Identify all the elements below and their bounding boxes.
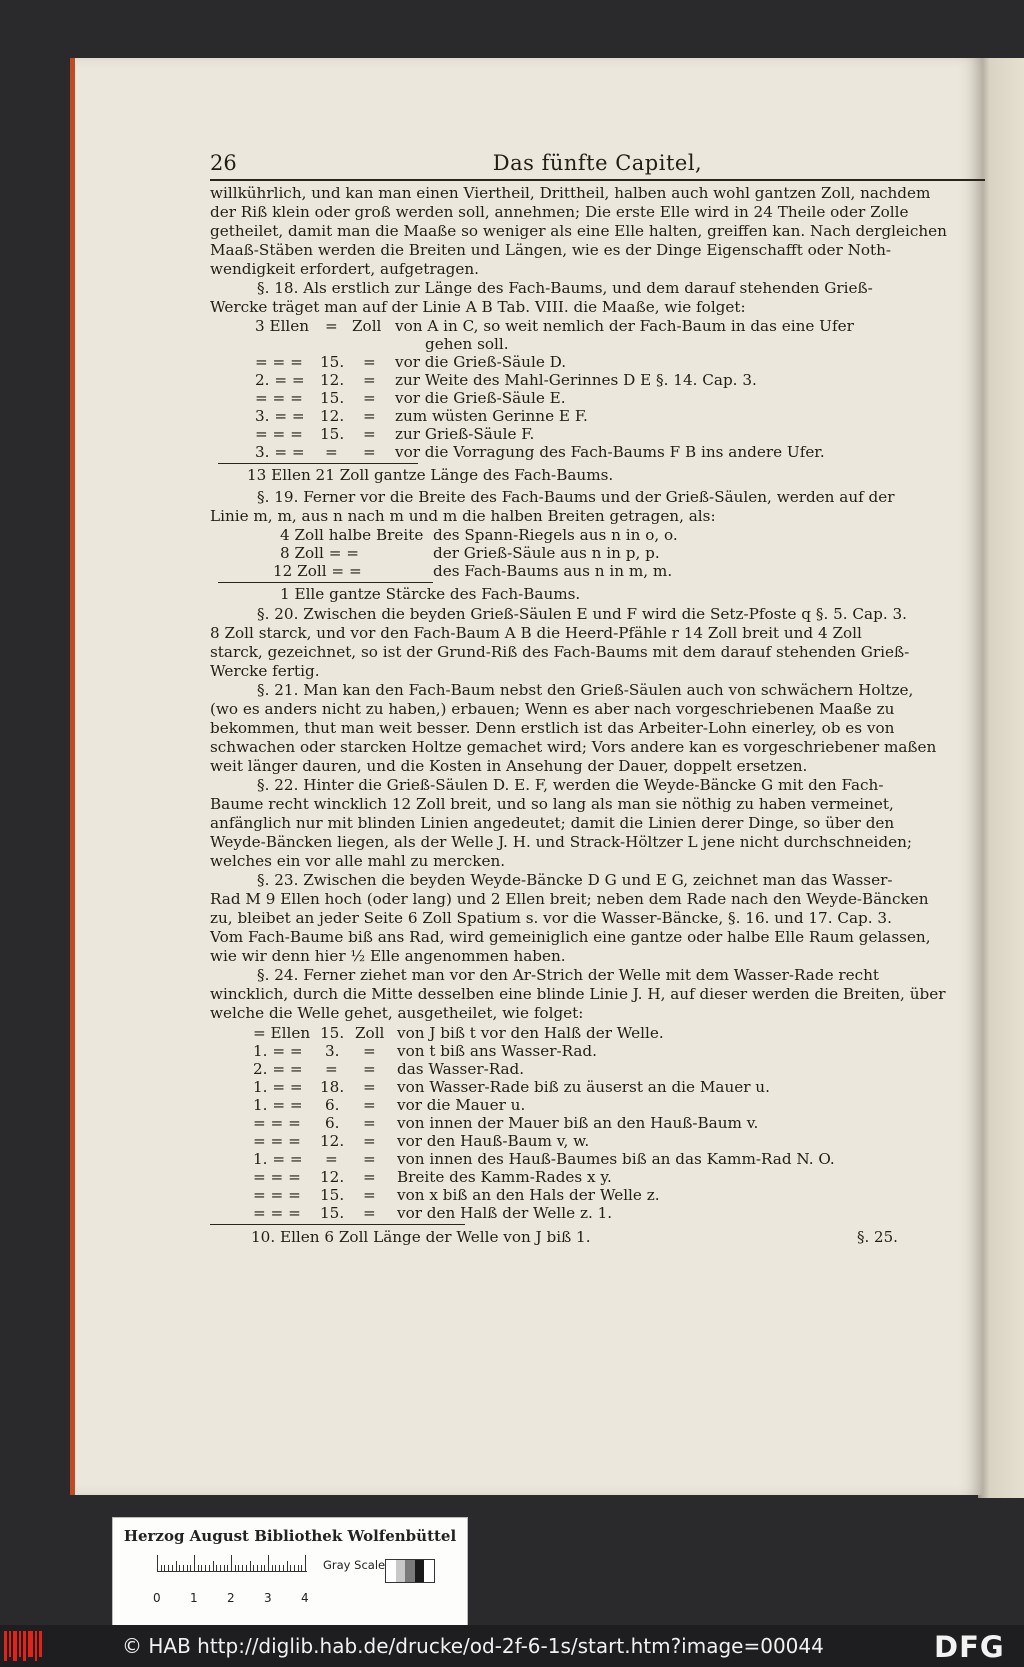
text-line: Weyde-Bäncken liegen, als der Welle J. H. und Strack-Höltzer L jene nicht durchschneiden; <box>210 833 912 851</box>
ruler-tick <box>209 1565 210 1571</box>
ruler-label: 4 <box>301 1591 309 1605</box>
text-line: Wercke träget man auf der Linie A B Tab. VIII. die Maaße, wie folget: <box>210 298 746 316</box>
book-page: 26 Das fünfte Capitel, willkührlich, und kan man einen Viertheil, Drittheil, halben auch wohl gantzen Zoll, nachdem der Riß klein oder groß werden soll, annehmen; Die erste Elle wird in 24 Theile oder Zolle getheilet, damit man die Maaße so weniger als eine Elle halten, greiffen kan. Nach dergleichen Maaß-Stäben werden die Breiten und Längen, wie es der Dinge Eigenschafft oder Noth- wendigkeit erfordert, aufgetragen. §. 18. Als erstlich zur Länge des Fach-Baums, und dem darauf stehenden Grieß- Wercke träget man auf der Linie A B Tab. VIII. die Maaße, wie folget: 3 Ellen = Zoll von A in C, so weit nemlich der Fach-Baum in das eine Ufer gehen soll. = = = 15. = vor die Grieß-Säule D. 2. = = 12. = zur Weite des Mahl-Gerinnes D E §. 14. Cap. 3. = = = 15. = vor die Grieß-Säule E. 3. = = 12. = zum wüsten Gerinne E F. = = = 15. = zur Grieß-Säule F. 3. = = = = vor die Vorragung des Fach-Baums F B ins andere Ufer. 13 Ellen 21 Zoll gantze Länge des Fach-Baums. §. 19. Ferner vor die Breite des Fach-Baums und der Grieß-Säulen, werden auf der Linie m, m, aus n nach m und m die halben Breiten getragen, als: 4 Zoll halbe Breite des Spann-Riegels aus n in o, o. 8 Zoll = = der Grieß-Säule aus n in p, p. 12 Zoll = = des Fach-Baums aus n in m, m. 1 Elle gantze Stärcke des Fach-Baums. §. 20. Zwischen die beyden Grieß-Säulen E und F wird die Setz-Pfoste q §. 5. Cap. 3. 8 Zoll starck, und vor den Fach-Baum A B die Heerd-Pfähle r 14 Zoll breit und 4 Zoll starck, gezeichnet, so ist der Grund-Riß des Fach-Baums mit dem darauf stehenden Grieß- Wercke fertig. §. 21. Man kan den Fach-Baum nebst den Grieß-Säulen auch von schwächern Holtze, (wo es anders nicht zu haben,) erbauen; Wenn es aber nach vorgeschriebenen Maaße zu bekommen, thut man weit besser. Denn erstlich ist das Arbeiter-Lohn einerley, ob es von schwachen oder starcken Holtze gemachet wird; Vors andere kan es vorgeschriebener maßen weit länger dauren, und die Kosten in Ansehung der Dauer, doppelt ersetzen. §. 22. Hinter die Grieß-Säulen D. E. F, werden die Weyde-Bäncke G mit den Fach- Baume recht wincklich 12 Zoll breit, und so lang als man sie nöthig zu haben vermeinet, anfänglich nur mit blinden Linien angedeutet; damit die Linien derer Dinge, so über den Weyde-Bäncken liegen, als der Welle J. H. und Strack-Höltzer L jene nicht durchschneiden; welches ein vor alle mahl zu mercken. §. 23. Zwischen die beyden Weyde-Bäncke D G und E G, zeichnet man das Wasser- Rad M 9 Ellen hoch (oder lang) und 2 Ellen breit; neben dem Rade nach den Weyde-Bäncken zu, bleibet an jeder Seite 6 Zoll Spatium s. vor die Wasser-Bäncke, §. 16. und 17. Cap. 3. Vom Fach-Baume biß ans Rad, wird gemeiniglich eine gantze oder halbe Elle Raum gelassen, wie wir denn hier ½ Elle angenommen haben. §. 24. Ferner ziehet man vor den Ar-Strich der Welle mit dem Wasser-Rade recht wincklich, durch die Mitte desselben eine blinde Linie J. H, auf dieser werden die Breiten, über welche die Welle gehet, ausgetheilet, wie folget: = Ellen 15. Zoll von J biß t vor den Halß der Welle. 1. = = 3. = von t biß ans Wasser-Rad. 2. = = = = das Wasser-Rad. 1. = = 18. = von Wasser-Rade biß zu äuserst an die Mauer u. 1. = = 6. = vor die Mauer u. = = = 6. = von innen der Mauer biß an den Hauß-Baum v. = = = 12. = vor den Hauß-Baum v, w. 1. = = = = von innen des Hauß-Baumes biß an das Kamm-Rad N. O. = = = 12. = Breite des Kamm-Rades x y. = = = 15. = von x biß an den Hals der Welle z. = = = 15. = vor den Halß der Welle z. 1. 10. Ellen 6 Zoll Länge der Welle von J biß 1. §. 25. <box>70 58 983 1495</box>
text-line: §. 20. Zwischen die beyden Grieß-Säulen E und F wird die Setz-Pfoste q §. 5. Cap. 3. <box>257 605 907 623</box>
adjacent-page-edge <box>978 58 1024 1498</box>
ruler-label: 2 <box>227 1591 235 1605</box>
ruler-tick <box>250 1561 251 1571</box>
ruler-tick <box>194 1555 195 1571</box>
text-line: welches ein vor alle mahl zu mercken. <box>210 852 506 870</box>
sum-rule <box>210 1224 465 1225</box>
gray-scale-swatches <box>385 1559 435 1583</box>
barcode-stripe <box>35 1631 37 1661</box>
text-line: zu, bleibet an jeder Seite 6 Zoll Spatium s. vor die Wasser-Bäncke, §. 16. und 17. Cap. 3. <box>210 909 892 927</box>
ruler-tick <box>176 1561 177 1571</box>
ruler-tick <box>224 1565 225 1571</box>
ruler-tick <box>190 1565 191 1571</box>
ruler-tick <box>294 1565 295 1571</box>
ruler-tick <box>301 1565 302 1571</box>
text-line: wie wir denn hier ½ Elle angenommen haben. <box>210 947 566 965</box>
ruler-tick <box>187 1565 188 1571</box>
sum-rule <box>218 582 433 583</box>
text-line: starck, gezeichnet, so ist der Grund-Riß des Fach-Baums mit dem darauf stehenden Grieß- <box>210 643 910 661</box>
ruler-tick <box>172 1565 173 1571</box>
ruler-tick <box>216 1565 217 1571</box>
ruler-tick <box>183 1565 184 1571</box>
gray-swatch <box>405 1560 415 1582</box>
ruler-label: 1 <box>190 1591 198 1605</box>
text-line: wendigkeit erfordert, aufgetragen. <box>210 260 479 278</box>
ruler-tick <box>235 1565 236 1571</box>
text-line: willkührlich, und kan man einen Viertheil, Drittheil, halben auch wohl gantzen Zoll, nachdem <box>210 184 931 202</box>
barcode-stripe <box>19 1631 21 1657</box>
page-number: 26 <box>210 151 237 175</box>
table-total: 10. Ellen 6 Zoll Länge der Welle von J biß 1. <box>251 1228 591 1246</box>
barcode-stripe <box>23 1631 26 1661</box>
gray-swatch <box>386 1560 396 1582</box>
text-line: Vom Fach-Baume biß ans Rad, wird gemeiniglich eine gantze oder halbe Elle Raum gelassen, <box>210 928 931 946</box>
text-line: §. 18. Als erstlich zur Länge des Fach-Baums, und dem darauf stehenden Grieß- <box>257 279 873 297</box>
text-line: Wercke fertig. <box>210 662 320 680</box>
text-line: (wo es anders nicht zu haben,) erbauen; Wenn es aber nach vorgeschriebenen Maaße zu <box>210 700 895 718</box>
text-line: §. 24. Ferner ziehet man vor den Ar-Strich der Welle mit dem Wasser-Rade recht <box>257 966 880 984</box>
text-line: der Riß klein oder groß werden soll, annehmen; Die erste Elle wird in 24 Theile oder Zolle <box>210 203 909 221</box>
ruler-label: 3 <box>264 1591 272 1605</box>
ruler-tick <box>272 1565 273 1571</box>
ruler-tick <box>164 1565 165 1571</box>
library-name: Herzog August Bibliothek Wolfenbüttel <box>123 1527 457 1545</box>
ruler-label: 0 <box>153 1591 161 1605</box>
ruler-tick <box>246 1565 247 1571</box>
gray-swatch <box>415 1560 425 1582</box>
ruler-tick <box>213 1561 214 1571</box>
text-line: §. 22. Hinter die Grieß-Säulen D. E. F, werden die Weyde-Bäncke G mit den Fach- <box>257 776 884 794</box>
copyright-url[interactable]: © HAB http://diglib.hab.de/drucke/od-2f-6-1s/start.htm?image=00044 <box>122 1634 824 1658</box>
text-line: wincklich, durch die Mitte desselben eine blinde Linie J. H, auf dieser werden die Breiten, über <box>210 985 946 1003</box>
text-line: 8 Zoll starck, und vor den Fach-Baum A B die Heerd-Pfähle r 14 Zoll breit und 4 Zoll <box>210 624 862 642</box>
scale-ruler <box>157 1555 307 1572</box>
ruler-tick <box>257 1565 258 1571</box>
ruler-tick <box>205 1565 206 1571</box>
text-line: §. 21. Man kan den Fach-Baum nebst den Grieß-Säulen auch von schwächern Holtze, <box>257 681 914 699</box>
ruler-tick <box>287 1561 288 1571</box>
ruler-tick <box>231 1555 232 1571</box>
text-line: Rad M 9 Ellen hoch (oder lang) und 2 Ellen breit; neben dem Rade nach den Weyde-Bäncken <box>210 890 929 908</box>
text-line: welche die Welle gehet, ausgetheilet, wie folget: <box>210 1004 584 1022</box>
barcode-logo-icon <box>4 1631 44 1661</box>
sum-rule <box>218 463 418 464</box>
ruler-tick <box>298 1565 299 1571</box>
ruler-tick <box>220 1565 221 1571</box>
table-total: 1 Elle gantze Stärcke des Fach-Baums. <box>280 585 581 603</box>
catchword: §. 25. <box>857 1228 898 1246</box>
text-line: schwachen oder starcken Holtze gemachet wird; Vors andere kan es vorgeschriebener maßen <box>210 738 937 756</box>
ruler-tick <box>305 1555 306 1571</box>
dfg-logo: DFG <box>934 1630 1005 1664</box>
ruler-tick <box>227 1565 228 1571</box>
barcode-stripe <box>4 1631 7 1661</box>
page-header <box>210 151 985 181</box>
table-total: 13 Ellen 21 Zoll gantze Länge des Fach-Baums. <box>247 466 614 484</box>
text-line: Baume recht wincklich 12 Zoll breit, und so lang als man sie nöthig zu haben vermeinet, <box>210 795 894 813</box>
ruler-tick <box>279 1565 280 1571</box>
library-color-card <box>112 1517 468 1628</box>
ruler-tick <box>238 1565 239 1571</box>
text-line: weit länger dauren, und die Kosten in Ansehung der Dauer, doppelt ersetzen. <box>210 757 808 775</box>
text-line: getheilet, damit man die Maaße so weniger als eine Elle halten, greiffen kan. Nach dergleichen <box>210 222 947 240</box>
text-line: Maaß-Stäben werden die Breiten und Längen, wie es der Dinge Eigenschafft oder Noth- <box>210 241 892 259</box>
ruler-tick <box>157 1555 158 1571</box>
barcode-stripe <box>9 1631 11 1657</box>
ruler-tick <box>268 1555 269 1571</box>
ruler-tick <box>275 1565 276 1571</box>
ruler-tick <box>264 1565 265 1571</box>
gray-swatch <box>396 1560 406 1582</box>
ruler-tick <box>168 1565 169 1571</box>
barcode-stripe <box>13 1631 17 1661</box>
ruler-tick <box>198 1565 199 1571</box>
ruler-tick <box>201 1565 202 1571</box>
gray-scale-label: Gray Scale <box>323 1558 386 1572</box>
ruler-tick <box>179 1565 180 1571</box>
ruler-tick <box>242 1565 243 1571</box>
text-line: Linie m, m, aus n nach m und m die halben Breiten getragen, als: <box>210 507 716 525</box>
running-title: Das fünfte Capitel, <box>492 151 703 175</box>
text-line: anfänglich nur mit blinden Linien angedeutet; damit die Linien derer Dinge, so über den <box>210 814 895 832</box>
text-line: §. 23. Zwischen die beyden Weyde-Bäncke D G und E G, zeichnet man das Wasser- <box>257 871 893 889</box>
barcode-stripe <box>39 1631 42 1657</box>
text-line: bekommen, thut man weit besser. Denn erstlich ist das Arbeiter-Lohn einerley, ob es von <box>210 719 895 737</box>
text-line: §. 19. Ferner vor die Breite des Fach-Baums und der Grieß-Säulen, werden auf der <box>257 488 895 506</box>
ruler-tick <box>261 1565 262 1571</box>
ruler-tick <box>253 1565 254 1571</box>
barcode-stripe <box>28 1631 33 1657</box>
gray-swatch <box>424 1560 434 1582</box>
ruler-tick <box>290 1565 291 1571</box>
footer-bar <box>0 1625 1024 1667</box>
ruler-tick <box>161 1565 162 1571</box>
ruler-tick <box>283 1565 284 1571</box>
